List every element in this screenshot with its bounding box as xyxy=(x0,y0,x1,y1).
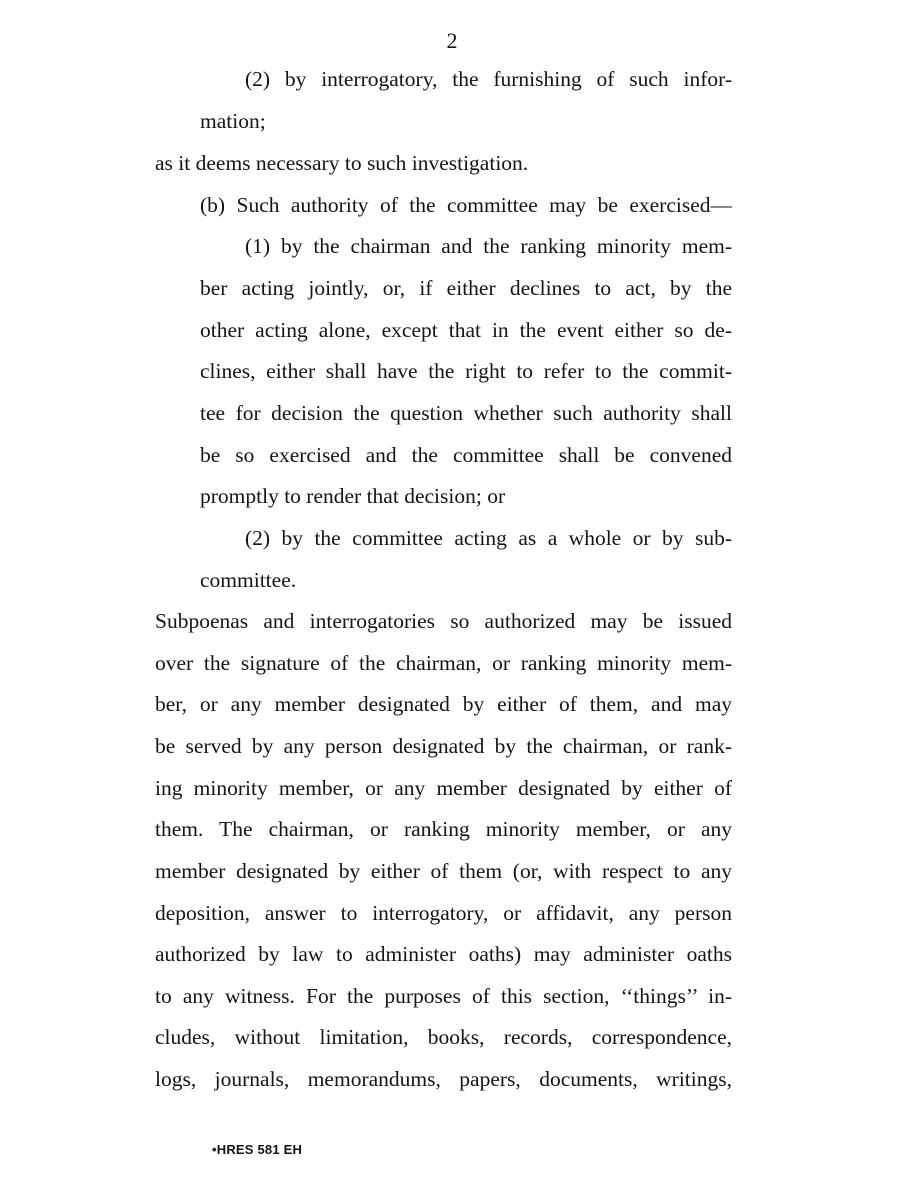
text-line: logs, journals, memorandums, papers, documents, writings, xyxy=(155,1067,732,1091)
text-line: promptly to render that decision; or xyxy=(200,484,506,508)
text-line: ber, or any member designated by either of them, and may xyxy=(155,692,732,716)
text-line: to any witness. For the purposes of this section, ‘‘things’’ in- xyxy=(155,984,732,1008)
page-number: 2 xyxy=(446,28,458,53)
text-line: mation; xyxy=(200,109,266,133)
text-line: be so exercised and the committee shall be convened xyxy=(200,443,732,467)
text-line: member designated by either of them (or, with respect to any xyxy=(155,859,732,883)
text-line: ing minority member, or any member designated by either of xyxy=(155,776,732,800)
text-line: (2) by the committee acting as a whole or by sub- xyxy=(245,526,732,550)
text-line: ber acting jointly, or, if either declines to act, by the xyxy=(200,276,732,300)
text-line: as it deems necessary to such investigation. xyxy=(155,151,529,175)
text-line: authorized by law to administer oaths) may administer oaths xyxy=(155,942,732,966)
document-footer: •HRES 581 EH xyxy=(212,1142,303,1157)
text-line: deposition, answer to interrogatory, or affidavit, any person xyxy=(155,901,732,925)
text-line: other acting alone, except that in the event either so de- xyxy=(200,318,732,342)
text-line: over the signature of the chairman, or ranking minority mem- xyxy=(155,651,732,675)
text-line: them. The chairman, or ranking minority member, or any xyxy=(155,817,732,841)
text-line: be served by any person designated by the chairman, or rank- xyxy=(155,734,732,758)
text-line: Subpoenas and interrogatories so authorized may be issued xyxy=(155,609,732,633)
text-line: cludes, without limitation, books, records, correspondence, xyxy=(155,1025,732,1049)
text-line: (1) by the chairman and the ranking minority mem- xyxy=(245,234,732,258)
text-line: committee. xyxy=(200,568,297,592)
text-line: clines, either shall have the right to refer to the commit- xyxy=(200,359,732,383)
text-line: (2) by interrogatory, the furnishing of such infor- xyxy=(245,67,732,91)
text-line: tee for decision the question whether such authority shall xyxy=(200,401,732,425)
text-line: (b) Such authority of the committee may be exercised— xyxy=(200,193,732,217)
